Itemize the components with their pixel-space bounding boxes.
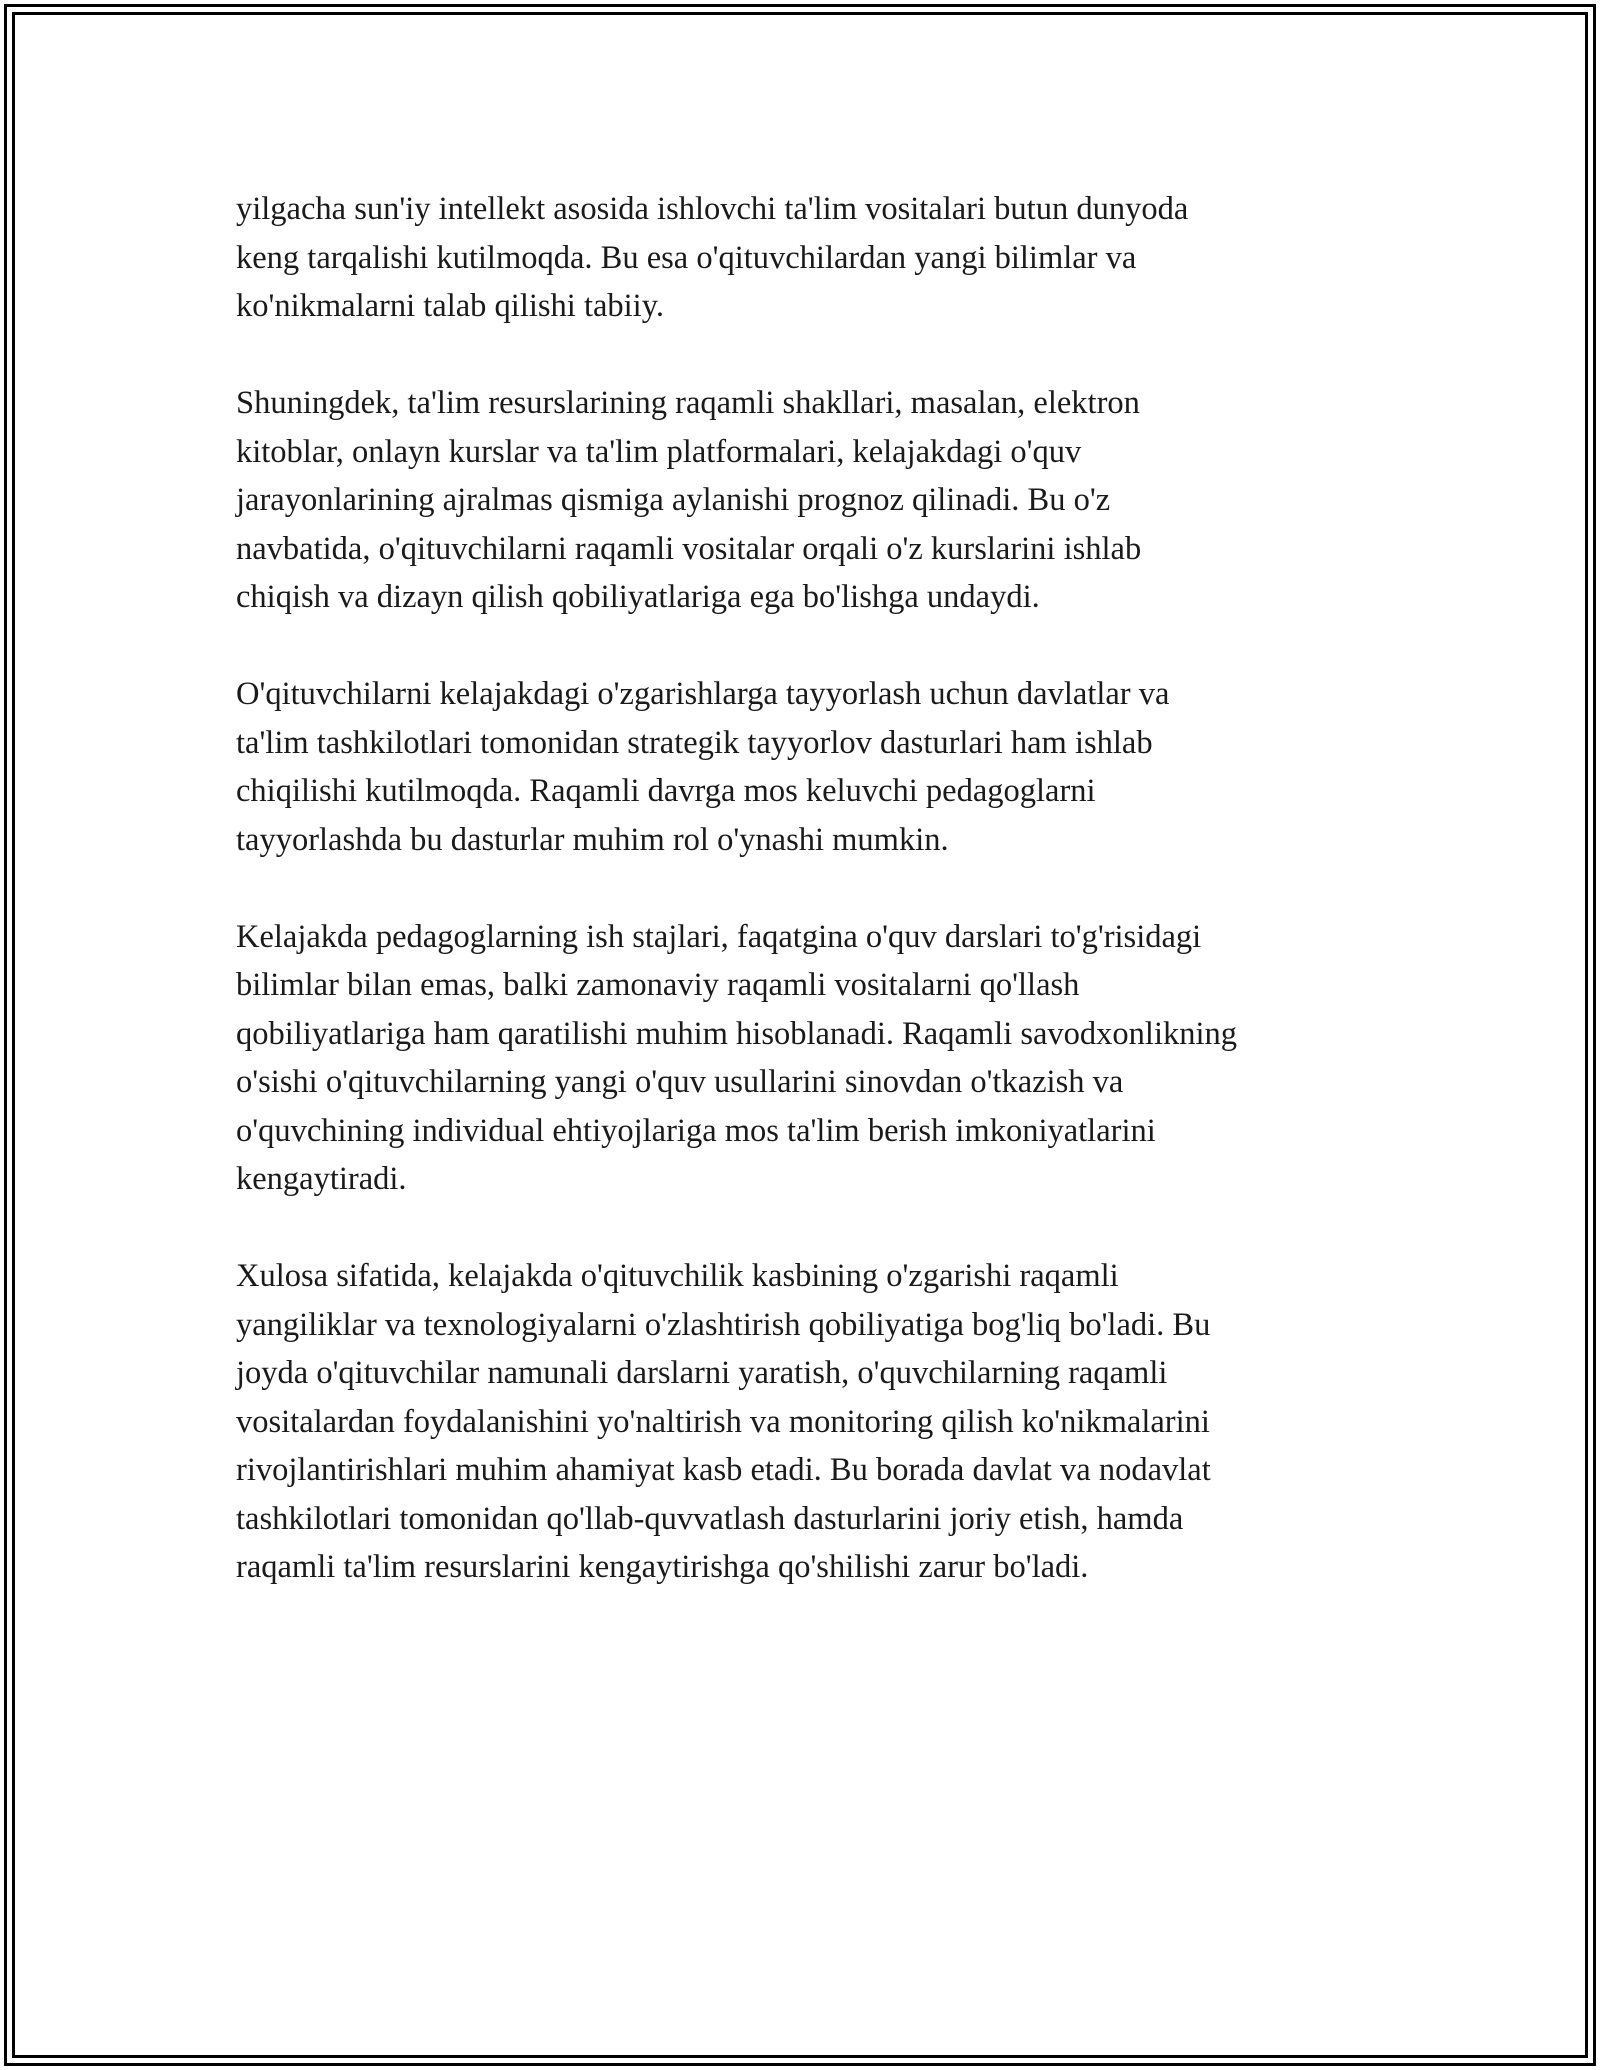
text-line: yangiliklar va texnologiyalarni o'zlashtirish qobiliyatiga bog'liq bo'ladi. Bu (236, 1306, 1211, 1343)
text-line: keng tarqalishi kutilmoqda. Bu esa o'qituvchilardan yangi bilimlar va (236, 239, 1137, 276)
text-line: tashkilotlari tomonidan qo'llab-quvvatlash dasturlarini joriy etish, hamda (236, 1500, 1184, 1537)
text-line: kitoblar, onlayn kurslar va ta'lim platformalari, kelajakdagi o'quv (236, 433, 1082, 470)
text-line: bilimlar bilan emas, balki zamonaviy raqamli vositalarni qo'llash (236, 967, 1080, 1003)
paragraph-2 (236, 379, 1376, 622)
paragraph-4 (236, 913, 1376, 1204)
text-line: Xulosa sifatida, kelajakda o'qituvchilik kasbining o'zgarishi raqamli (236, 1258, 1119, 1294)
text-line: chiqilishi kutilmoqda. Raqamli davrga mos keluvchi pedagoglarni (236, 773, 1096, 809)
text-line: navbatida, o'qituvchilarni raqamli vositalar orqali o'z kurslarini ishlab (236, 530, 1142, 567)
text-line: Kelajakda pedagoglarning ish stajlari, faqatgina o'quv darslari to'g'risidagi (236, 918, 1202, 955)
text-line: rivojlantirishlari muhim ahamiyat kasb etadi. Bu borada davlat va nodavlat (236, 1452, 1211, 1488)
text-line: tayyorlashda bu dasturlar muhim rol o'ynashi mumkin. (236, 821, 949, 858)
paragraph-3 (236, 670, 1376, 864)
text-line: ko'nikmalarni talab qilishi tabiiy. (236, 288, 664, 324)
text-line: jarayonlarining ajralmas qismiga aylanishi prognoz qilinadi. Bu o'z (236, 482, 1111, 518)
text-line: ta'lim tashkilotlari tomonidan strategik tayyorlov dasturlari ham ishlab (236, 724, 1153, 761)
document-body (236, 185, 1376, 1640)
text-line: yilgacha sun'iy intellekt asosida ishlovchi ta'lim vositalari butun dunyoda (236, 191, 1189, 227)
paragraph-1 (236, 185, 1376, 331)
text-line: o'sishi o'qituvchilarning yangi o'quv usullarini sinovdan o'tkazish va (236, 1064, 1124, 1100)
text-line: kengaytiradi. (236, 1161, 407, 1197)
text-line: Shuningdek, ta'lim resurslarining raqamli shakllari, masalan, elektron (236, 385, 1140, 421)
text-line: vositalardan foydalanishini yo'naltirish va monitoring qilish ko'nikmalarini (236, 1403, 1210, 1440)
text-line: o'quvchining individual ehtiyojlariga mos ta'lim berish imkoniyatlarini (236, 1112, 1156, 1149)
text-line: qobiliyatlariga ham qaratilishi muhim hisoblanadi. Raqamli savodxonlikning (236, 1015, 1238, 1052)
text-line: chiqish va dizayn qilish qobiliyatlariga ega bo'lishga undaydi. (236, 579, 1040, 615)
text-line: O'qituvchilarni kelajakdagi o'zgarishlarga tayyorlash uchun davlatlar va (236, 676, 1170, 712)
paragraph-5 (236, 1252, 1376, 1592)
text-line: raqamli ta'lim resurslarini kengaytirishga qo'shilishi zarur bo'ladi. (236, 1549, 1089, 1585)
text-line: joyda o'qituvchilar namunali darslarni yaratish, o'quvchilarning raqamli (236, 1355, 1168, 1391)
